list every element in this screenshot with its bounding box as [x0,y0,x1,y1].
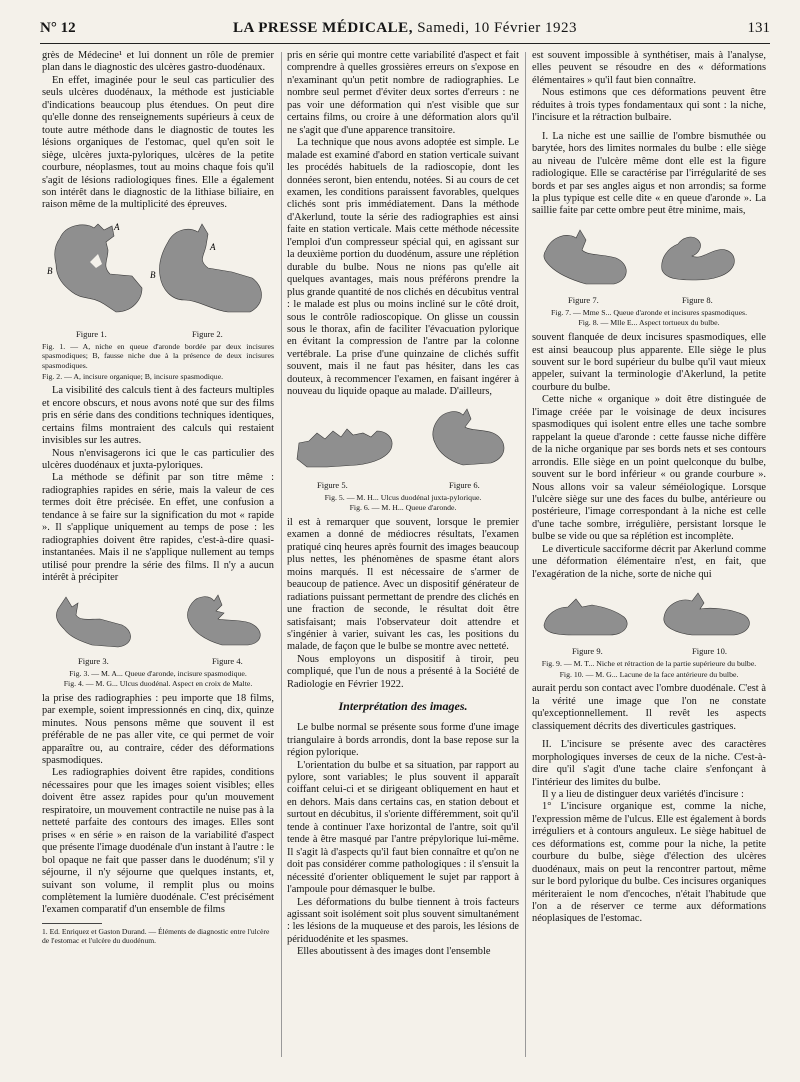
xray-figure-1-2 [42,216,274,324]
footnote: 1. Ed. Enriquez et Gaston Durand. — Éléments de diagnostic entre l'ulcère de l'estomac et l'ulcère du duodénum. [42,926,270,946]
page-number: 131 [747,20,770,36]
paragraph: La méthode se définit par son titre même : radiographies rapides en série, mais la valeur de ces termes doit être précisée. En effet, une confusion a tendance à se faire sur la signification du mot « rapide ». Il s'applique uniquement au temps de pose : les radiographies doivent être rapides, c'est-à-dire quasi-instantanées. Mais il ne s'applique nullement au temps utilisé pour prendre la série des films. Il n'y a aucun intérêt à précipiter [42,472,274,584]
figure-3-4 [42,589,274,689]
paragraph: La technique que nous avons adoptée est simple. Le malade est examiné d'abord en station verticale suivant les procédés habituels de la radioscopie, dont les données seront, bien entendu, notées. Si au cours de cet examen, les conditions paraissent favorables, quelques clichés sont pris immédiatement. Dans la méthode d'Akerlund, toute la série des radiographies est ainsi faite en station verticale. Mais cette méthode nécessite l'emploi d'un compresseur spécial qui, en agissant sur la deuxième portion du duodénum, assure une réplétion durable du bulbe. Nous ne nions pas qu'elle ait quelques avantages, mais nous préférons prendre la plus grande quantité de nos clichés en décubitus ventral : le malade est plus ou moins incliné sur le côté droit, sous le contrôle radioscopique. On glisse un coussin sous le thorax, afin de faciliter l'évacuation pylorique en évitant la compression de l'antre par la colonne vertébrale. La prise d'une quinzaine de clichés suffit souvent, mais il ne faut pas hésiter, dans les cas douteux, à recommencer l'examen, en faisant ingérer à nouveau du liquide opaque au malade. D'ailleurs, [287,137,519,398]
xray-figure-7-8 [532,222,766,290]
figure-10-caption: Fig. 10. — M. G... Lacune de la face antérieure du bulbe. [559,669,739,679]
figure-9-image [544,599,627,635]
paragraph: 1° L'incisure organique est, comme la niche, l'expression même de l'ulcus. Elle est également à bords irréguliers et à contours anguleux. Le siège habituel de ces déformations est, comme pour la niche, la petite courbure du bulbe, siège d'élection des ulcères duodénaux, mais on peut la rencontrer partout, même sur le bord pylorique du bulbe. Ces incisures organiques mériteraient le nom d'encoches, n'était l'habitude que l'on a de réserver ce terme aux déformations néoplasiques de l'estomac. [532,801,766,925]
paragraph: souvent flanquée de deux incisures spasmodiques, elle est ainsi beaucoup plus apparente. Elle siège le plus souvent sur le bord supérieur du bulbe qu'il vaut mieux appeler, suivant la terminologie d'Akerlund, la petite courbure du bulbe. [532,332,766,393]
xray-figure-9-10 [532,585,766,641]
figure-5-image [297,429,392,467]
figure-3-caption: Fig. 3. — M. A... Queue d'aronde, incisure spasmodique. [69,668,247,678]
paragraph: pris en série qui montre cette variabilité d'aspect et fait comprendre à quelles grossières erreurs on s'expose en n'examinant qu'un petit nombre de radiographies. Le nombre seul permet d'éviter deux sortes d'erreurs : ne pas voir une déformation qui n'est visible que sur certains films, ou croire à une déformation alors qu'il ne s'agit que d'une apparence transitoire. [287,50,519,136]
paragraph: Le bulbe normal se présente sous forme d'une image triangulaire à bords arrondis, dont la base repose sur la région pylorique. [287,722,519,759]
mark-B-fig2: B [150,269,156,280]
paragraph: Les déformations du bulbe tiennent à trois facteurs agissant soit isolément soit plus souvent simultanément : les lésions de la muqueuse et des parois, les lésions de périduodénite et les spasmes. [287,896,519,945]
column-divider [525,52,526,1057]
figure-6-label: Figure 6. [449,479,480,490]
paragraph: I. La niche est une saillie de l'ombre bismuthée ou barytée, hors des limites normales du bulbe : elle siège au niveau de l'ulcère même dont elle est la figure radiologique. Elle se caractérise par l'irrégularité de ses bords et par ses angles aigus et non arrondis; sa forme la plus typique est celle dite « en queue d'aronde ». La saillie faite par cette ombre peut être minime, mais, [532,130,766,217]
figure-5-label: Figure 5. [317,479,348,490]
mark-A-fig1: A [114,221,120,232]
paragraph: Nous employons un dispositif à tiroir, peu compliqué, que l'un de nous a présenté à la Société de Radiologie en Février 1922. [287,653,519,690]
paragraph: Cette niche « organique » doit être distinguée de l'image créée par le voisinage de deux incisures spasmodiques qui isolent entre elles une tache sombre rappelant la queue d'aronde : cette fausse niche diffère de la niche organique par ses bords nets et ses contours arrondis. Elle siège en un point quelconque du bulbe, souvent sur le bord inférieur « ou grande courbure ». Nous allons voir sa valeur séméiologique. Lorsque l'ulcère siège sur une des faces du bulbe, antérieure ou postérieure, l'image correspondant à la niche est celle d'une tache sombre, irrégulière, persistant lorsque le bulbe se vide ou que sa réplétion est incomplète. [532,394,766,543]
figure-9-10 [532,585,766,679]
figure-labels [42,329,274,341]
figure-labels [287,480,519,492]
figure-1-label: Figure 1. [76,328,107,339]
mark-B-fig1: B [47,265,53,276]
column-3 [532,50,766,1065]
figure-8-label: Figure 8. [682,294,713,305]
issue-date: Samedi, 10 Février 1923 [417,20,578,36]
column-divider [281,52,282,1057]
figure-10-image [664,593,750,635]
figure-9-caption: Fig. 9. — M. T... Niche et rétraction de la partie supérieure du bulbe. [541,659,757,669]
figure-labels [532,646,766,658]
paragraph: la prise des radiographies : peu importe que 18 films, par exemple, soient impressionnés en cinq, dix, quinze minutes. Nous pensons même que souvent il est préférable de ne pas aller vite, ce qui permet de voir apparaître ou, au contraire, céder des déformations spasmodiques. [42,692,274,766]
figure-4-label: Figure 4. [212,655,243,666]
figure-6-caption: Fig. 6. — M. H... Queue d'aronde. [349,503,457,513]
header-divider [40,43,770,44]
paragraph: En effet, imaginée pour le seul cas particulier des seuls ulcères duodénaux, la méthode est justiciable d'indications beaucoup plus étendues. On peut dire qu'elle donne des renseignements supérieurs à ceux de toute autre méthode dans le diagnostic de toutes les lésions organiques de l'estomac, quel qu'en soit le siège, ulcères juxta-pyloriques, ulcères de la petite courbure, néoplasmes, tout au moins chaque fois qu'il s'agit de lésions radiologiques fines. Elle a également son intérêt dans le diagnostic de la lithiase biliaire, en raison même de la multiplicité des épreuves. [42,74,274,211]
figure-2-caption: Fig. 2. — A, incisure organique; B, incisure spasmodique. [42,371,224,381]
figure-8-image [662,237,735,280]
footnote-divider [42,923,102,924]
figure-labels [532,295,766,307]
column-2 [287,50,519,1065]
figure-8-caption: Fig. 8. — Mlle E... Aspect tortueux du bulbe. [578,318,720,328]
figure-7-8 [532,222,766,328]
paragraph: L'orientation du bulbe et sa situation, par rapport au pylore, sont variables; le plus souvent il apparaît coiffant celui-ci et se dirigeant obliquement en haut et en dehors. Mais dans certains cas, en station debout et surtout en décubitus, il s'oriente différemment, soit qu'il tende à continuer l'axe horizontal de l'antre, soit qu'il tende à être masqué par l'antre prépylorique lui-même. Il s'agit là d'aspects qu'il faut bien connaître et qu'on ne doit pas considérer comme pathologiques : il s'ensuit la nécessité d'orienter obliquement le sujet par rapport à l'ampoule pour démasquer le bulbe. [287,759,519,896]
xray-figure-3-4 [42,589,274,651]
journal-title [40,20,770,37]
journal-name: LA PRESSE MÉDICALE, [232,20,413,36]
figure-7-image [544,230,626,284]
paragraph: aurait perdu son contact avec l'ombre duodénale. C'est à la vérité une image que l'on ne constate qu'exceptionnellement. Il revêt les aspects classiquement décrits des diverticules gastriques. [532,683,766,732]
figure-1-2 [42,216,274,381]
paragraph: Nous estimons que ces déformations peuvent être réduites à trois types fondamentaux qui sont : la niche, l'incisure et la rétraction bulbaire. [532,87,766,124]
paragraph: La visibilité des calculs tient à des facteurs multiples et encore obscurs, et nous avons noté que sur des films pris en série dans des conditions techniques identiques, certains films montraient des calculs qui restaient invisibles sur les autres. [42,385,274,447]
figure-2-image [159,224,261,312]
figure-7-caption: Fig. 7. — Mme S... Queue d'aronde et incisures spasmodiques. [550,307,748,317]
figure-4-image [188,595,261,645]
paragraph: Les radiographies doivent être rapides, conditions nécessaires pour que les images soient visibles; elles doivent être assez rapides pour qu'un mouvement respiratoire, un mouvement contractile ne nuise pas à la netteté parfaite des contours des images. Elles sont prises « en série » en raison de la variabilité d'aspect que présente l'image duodénale d'un instant à l'autre : le bol opaque ne fait que passer dans le duodénum; s'il y séjourne, il n'y séjourne que quelques instants, et, suivant son volume, il remplit plus ou moins complètement la lumière duodénale. C'est précisément l'examen comparatif d'un ensemble de films [42,767,274,916]
figure-7-label: Figure 7. [568,294,599,305]
paragraph: grès de Médecine¹ et lui donnent un rôle de premier plan dans le diagnostic des ulcères gastro-duodénaux. [42,50,274,74]
column-1 [42,50,274,1065]
mark-A-fig2: A [210,241,216,252]
figure-3-image [56,597,130,647]
figure-4-caption: Fig. 4. — M. G... Ulcus duodénal. Aspect en croix de Malte. [63,679,253,689]
section-title: Interprétation des images. [338,699,468,714]
xray-figure-5-6 [287,403,519,475]
figure-9-label: Figure 9. [572,646,603,657]
figure-5-6 [287,403,519,513]
figure-5-caption: Fig. 5. — M. H... Ulcus duodénal juxta-pylorique. [324,492,482,502]
paragraph: Il y a lieu de distinguer deux variétés d'incisure : [542,788,744,800]
page-header [40,18,770,40]
figure-10-label: Figure 10. [692,646,727,657]
paragraph: Le diverticule sacciforme décrit par Akerlund comme une déformation élémentaire n'est, en fait, que l'exagération de la niche, sorte de niche qui [532,543,766,580]
figure-1-caption: Fig. 1. — A, niche en queue d'aronde bordée par deux incisures spasmodiques; B, fausse niche due à la présence de deux incisures spasmodiques. [42,341,274,371]
paragraph: est souvent impossible à synthétiser, mais à l'analyse, elles peuvent se résoudre en des « déformations élémentaires » qu'il faut bien connaître. [532,50,766,86]
figure-labels [42,656,274,668]
paragraph: II. L'incisure se présente avec des caractères morphologiques inverses de ceux de la niche. C'est-à-dire qu'il s'agit d'une tache claire s'enfonçant à l'intérieur des limites du bulbe. [532,739,766,788]
paragraph: Nous n'envisagerons ici que le cas particulier des ulcères duodénaux et juxta-pyloriques. [42,447,274,471]
figure-6-image [433,409,504,465]
figure-2-label: Figure 2. [192,328,223,339]
issue-number: N° 12 [40,20,76,36]
figure-3-label: Figure 3. [78,655,109,666]
paragraph: Elles aboutissent à des images dont l'ensemble [297,946,491,958]
paragraph: il est à remarquer que souvent, lorsque le premier examen a donné de médiocres résultats, l'examen pratiqué cinq heures après fournit des images beaucoup plus nettes, les phénomènes de spasme étant alors moins marqués. Il est nécessaire de s'armer de beaucoup de patience. Avec un dispositif générateur de radiations puissant permettant de prendre des clichés en une fraction de seconde, le résultat doit être satisfaisant; mais l'observateur doit attendre et s'ingénier à varier, suivant les cas, les positions du malade, de façon que le bulbe se montre avec netteté. [287,516,519,653]
figure-1-image [55,221,142,312]
